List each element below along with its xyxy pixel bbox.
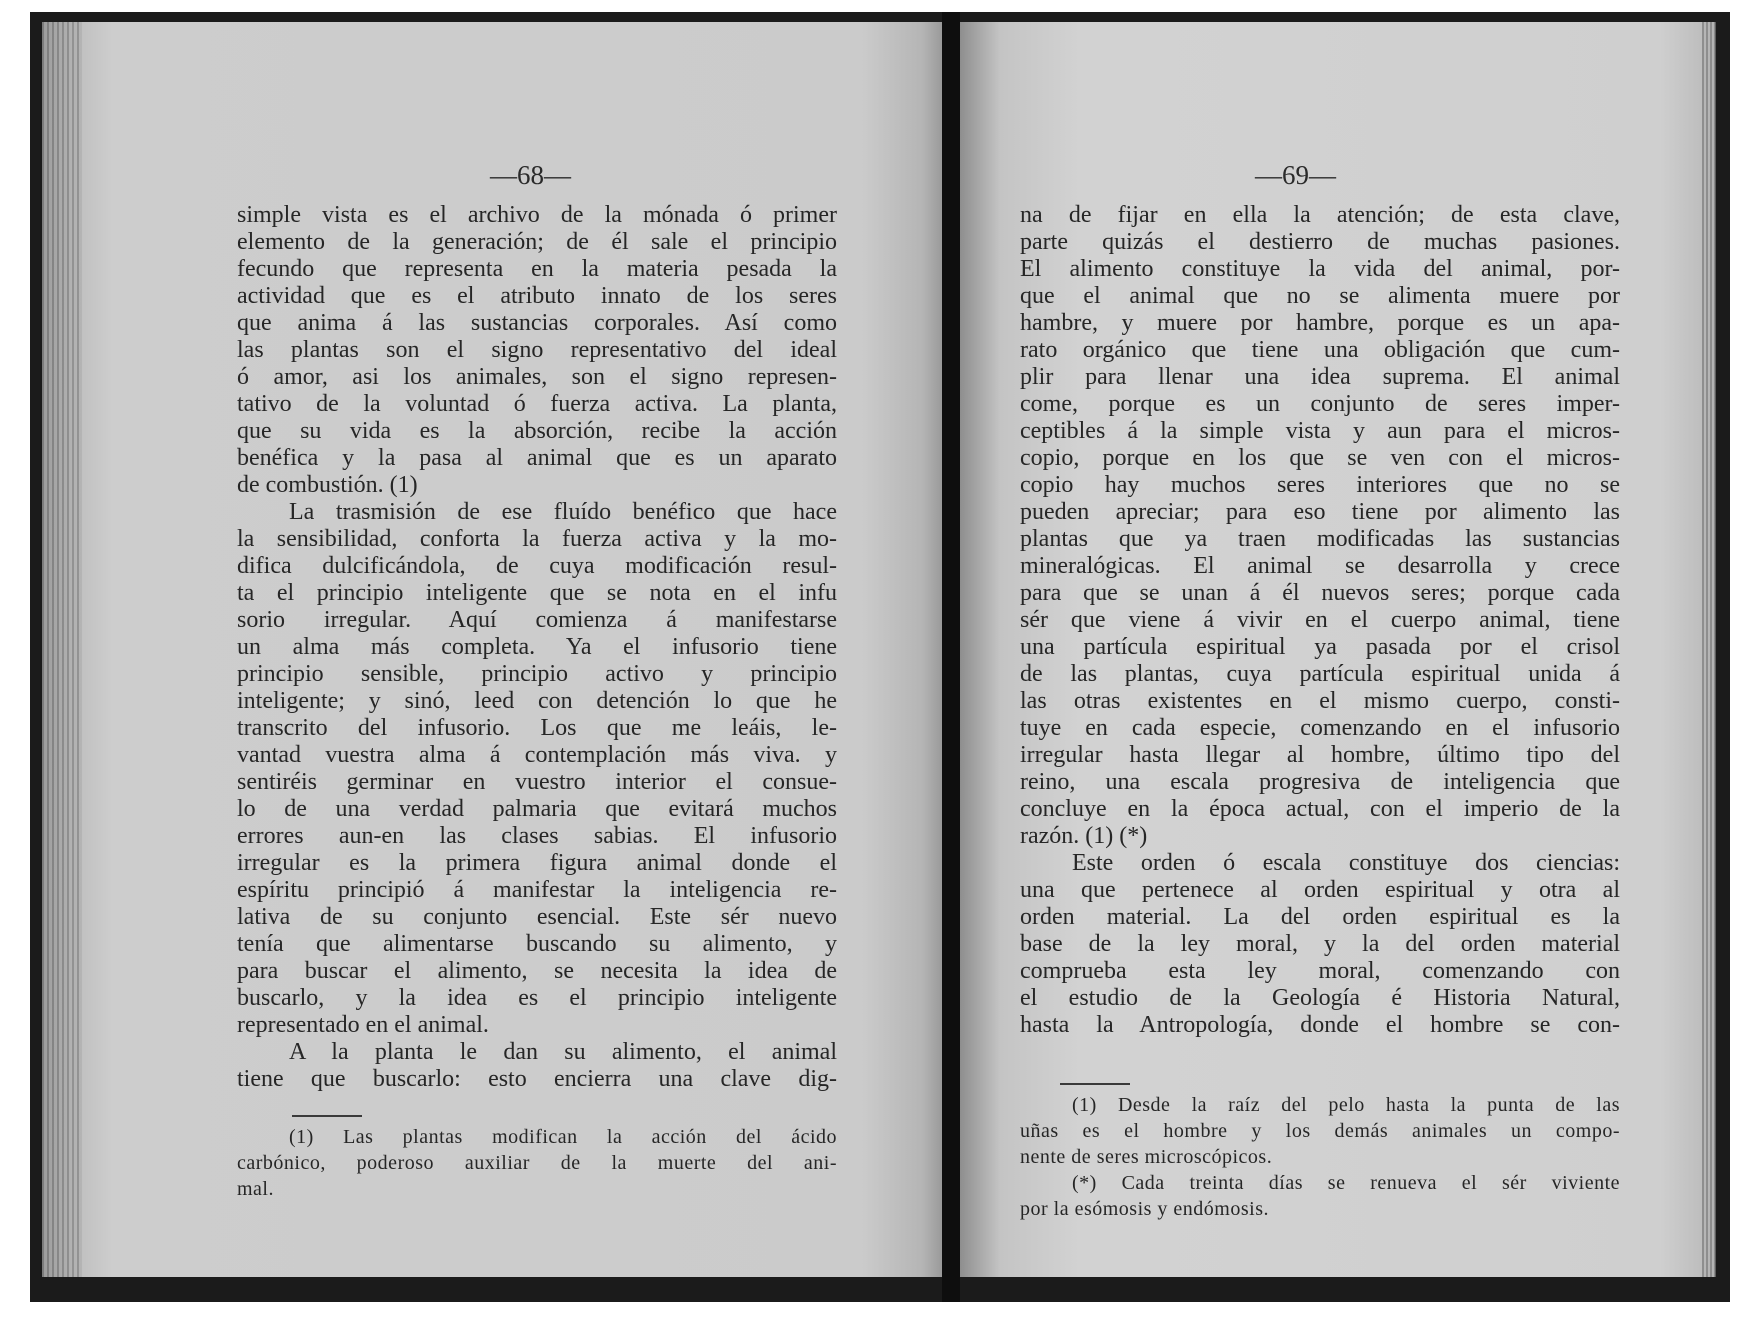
text-line: lativa de su conjunto esencial. Este sér nuevo <box>237 904 837 930</box>
text-line: que el animal que no se alimenta muere por <box>1020 283 1620 309</box>
text-line: tuye en cada especie, comenzando en el infusorio <box>1020 715 1620 741</box>
footnote-line: (1) Las plantas modifican la acción del ácido <box>289 1126 837 1148</box>
text-line: el estudio de la Geología é Historia Natural, <box>1020 985 1620 1011</box>
text-line: tiene que buscarlo: esto encierra una clave dig- <box>237 1066 837 1092</box>
text-line: copio, porque en los que se ven con el micros- <box>1020 445 1620 471</box>
text-line: come, porque es un conjunto de seres imper- <box>1020 391 1620 417</box>
text-line: na de fijar en ella la atención; de esta clave, <box>1020 202 1620 228</box>
text-line: razón. (1) (*) <box>1020 823 1148 849</box>
text-line: las plantas son el signo representativo del ideal <box>237 337 837 363</box>
text-line: errores aun-en las clases sabias. El infusorio <box>237 823 837 849</box>
left-page <box>42 22 942 1277</box>
text-line: base de la ley moral, y la del orden material <box>1020 931 1620 957</box>
text-line: para que se unan á él nuevos seres; porque cada <box>1020 580 1620 606</box>
left-page-body <box>237 202 837 1093</box>
text-line: ó amor, asi los animales, son el signo represen- <box>237 364 837 390</box>
text-line: que su vida es la absorción, recibe la acción <box>237 418 837 444</box>
text-line: simple vista es el archivo de la mónada ó primer <box>237 202 837 228</box>
text-line: irregular es la primera figura animal donde el <box>237 850 837 876</box>
text-line: A la planta le dan su alimento, el animal <box>289 1039 837 1065</box>
left-footnotes <box>237 1124 837 1202</box>
text-line: irregular hasta llegar al hombre, último tipo del <box>1020 742 1620 768</box>
text-line: sorio irregular. Aquí comienza á manifestarse <box>237 607 837 633</box>
text-line: de las plantas, cuya partícula espiritual unida á <box>1020 661 1620 687</box>
text-line: una que pertenece al orden espiritual y otra al <box>1020 877 1620 903</box>
text-line: para buscar el alimento, se necesita la idea de <box>237 958 837 984</box>
text-line: orden material. La del orden espiritual es la <box>1020 904 1620 930</box>
text-line: representado en el animal. <box>237 1012 489 1038</box>
text-line: mineralógicas. El animal se desarrolla y crece <box>1020 553 1620 579</box>
text-line: difica dulcificándola, de cuya modificación resul- <box>237 553 837 579</box>
text-line: ta el principio inteligente que se nota en el infu <box>237 580 837 606</box>
left-page-number: —68— <box>490 160 571 190</box>
text-line: transcrito del infusorio. Los que me leáis, le- <box>237 715 837 741</box>
text-line: fecundo que representa en la materia pesada la <box>237 256 837 282</box>
text-line: tativo de la voluntad ó fuerza activa. La planta, <box>237 391 837 417</box>
text-line: hambre, y muere por hambre, porque es un apa- <box>1020 310 1620 336</box>
text-line: lo de una verdad palmaria que evitará muchos <box>237 796 837 822</box>
text-line: vantad vuestra alma á contemplación más viva. y <box>237 742 837 768</box>
text-line: espíritu principió á manifestar la inteligencia re- <box>237 877 837 903</box>
text-line: una partícula espiritual ya pasada por el crisol <box>1020 634 1620 660</box>
text-line: sentiréis germinar en vuestro interior el consue- <box>237 769 837 795</box>
text-line: inteligente; y sinó, leed con detención lo que he <box>237 688 837 714</box>
text-line: plir para llenar una idea suprema. El animal <box>1020 364 1620 390</box>
footnote-line: nente de seres microscópicos. <box>1020 1146 1273 1168</box>
right-page-body <box>1020 202 1620 1039</box>
text-line: plantas que ya traen modificadas las sustancias <box>1020 526 1620 552</box>
footnote-line: por la esómosis y endómosis. <box>1020 1198 1269 1220</box>
text-line: pueden apreciar; para eso tiene por alimento las <box>1020 499 1620 525</box>
text-line: elemento de la generación; de él sale el principio <box>237 229 837 255</box>
footnote-line: (*) Cada treinta días se renueva el sér viviente <box>1072 1172 1620 1194</box>
text-line: que anima á las sustancias corporales. Así como <box>237 310 837 336</box>
text-line: la sensibilidad, conforta la fuerza activa y la mo- <box>237 526 837 552</box>
text-line: reino, una escala progresiva de inteligencia que <box>1020 769 1620 795</box>
right-footnote-rule <box>1060 1083 1130 1085</box>
right-page <box>960 22 1715 1277</box>
text-line: parte quizás el destierro de muchas pasiones. <box>1020 229 1620 255</box>
footnote-line: (1) Desde la raíz del pelo hasta la punta de las <box>1072 1094 1620 1116</box>
text-line: sér que viene á vivir en el cuerpo animal, tiene <box>1020 607 1620 633</box>
text-line: las otras existentes en el mismo cuerpo, consti- <box>1020 688 1620 714</box>
text-line: un alma más completa. Ya el infusorio tiene <box>237 634 837 660</box>
text-line: rato orgánico que tiene una obligación que cum- <box>1020 337 1620 363</box>
left-page-edge <box>42 22 82 1277</box>
footnote-line: uñas es el hombre y los demás animales un compo- <box>1020 1120 1620 1142</box>
footnote-line: carbónico, poderoso auxiliar de la muerte del ani- <box>237 1152 837 1174</box>
text-line: actividad que es el atributo innato de los seres <box>237 283 837 309</box>
text-line: hasta la Antropología, donde el hombre se con- <box>1020 1012 1620 1038</box>
text-line: concluye en la época actual, con el imperio de la <box>1020 796 1620 822</box>
text-line: buscarlo, y la idea es el principio inteligente <box>237 985 837 1011</box>
book-gutter <box>942 12 960 1302</box>
text-line: ceptibles á la simple vista y aun para el micros- <box>1020 418 1620 444</box>
text-line: La trasmisión de ese fluído benéfico que hace <box>289 499 837 525</box>
text-line: benéfica y la pasa al animal que es un aparato <box>237 445 837 471</box>
left-footnote-rule <box>292 1115 362 1117</box>
right-footnotes <box>1020 1092 1620 1222</box>
text-line: El alimento constituye la vida del animal, por- <box>1020 256 1620 282</box>
right-page-edge <box>1702 22 1716 1277</box>
text-line: copio hay muchos seres interiores que no se <box>1020 472 1620 498</box>
open-book <box>30 12 1730 1302</box>
text-line: de combustión. (1) <box>237 472 418 498</box>
text-line: Este orden ó escala constituye dos ciencias: <box>1072 850 1620 876</box>
text-line: tenía que alimentarse buscando su alimento, y <box>237 931 837 957</box>
footnote-line: mal. <box>237 1178 274 1200</box>
text-line: principio sensible, principio activo y principio <box>237 661 837 687</box>
right-page-number: —69— <box>1255 160 1336 190</box>
text-line: comprueba esta ley moral, comenzando con <box>1020 958 1620 984</box>
